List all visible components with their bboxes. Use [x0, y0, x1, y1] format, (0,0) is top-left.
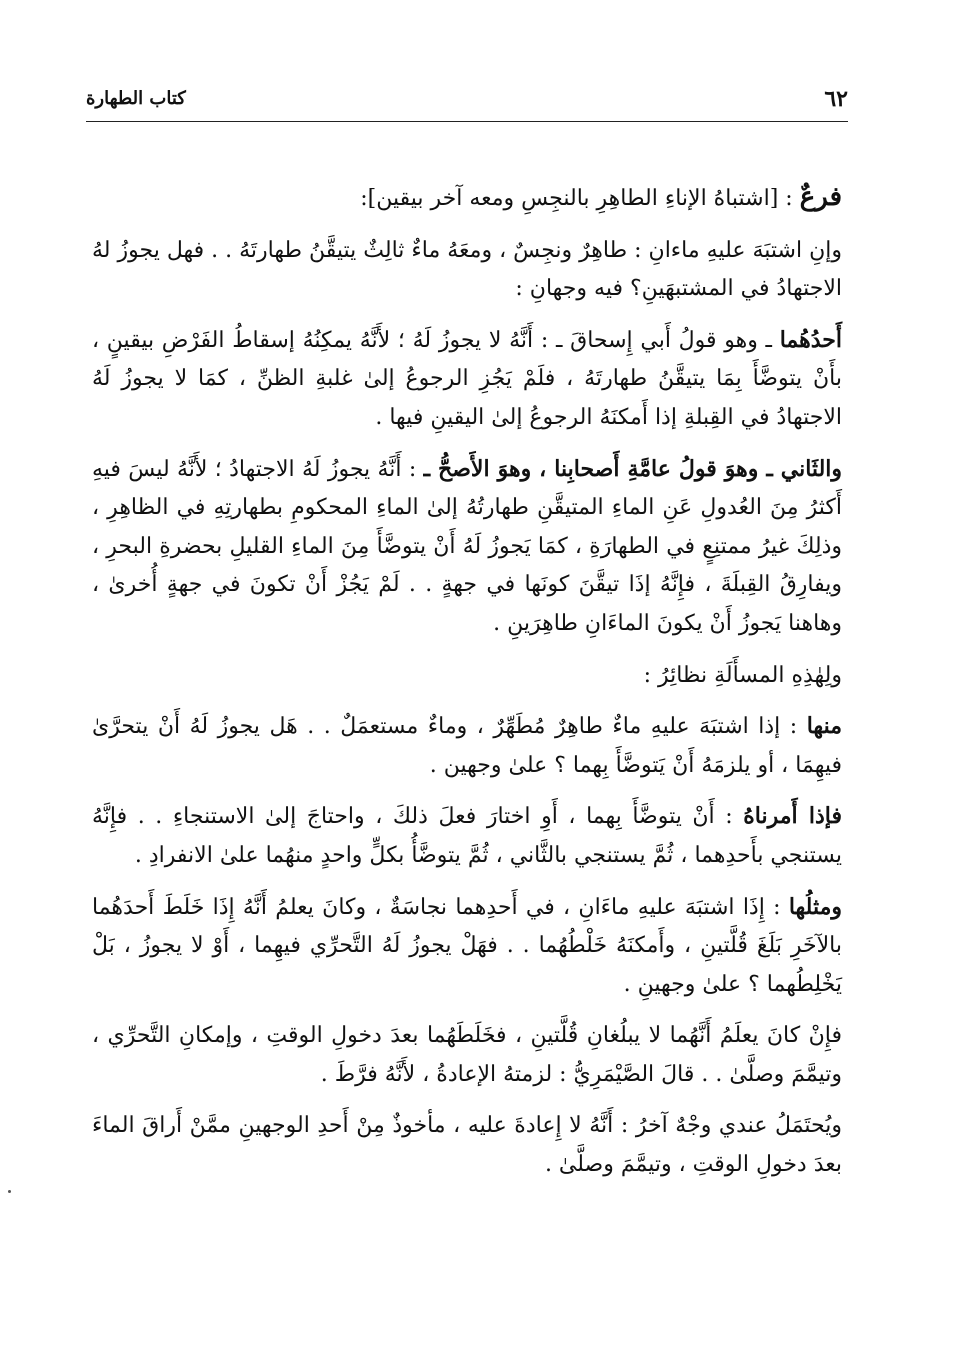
paragraph-text: ويُحتَمَلُ عندي وجْهٌ آخرُ : أَنَّهُ لا إِعادةَ عليه ، مأخوذٌ مِنْ أَحدِ الوجهينِ ممَّنْ أَراقَ الماءَ بعدَ دخولِ الوقتِ ، وتيمَّمَ وصلَّىٰ .	[92, 1113, 842, 1178]
header-rule	[86, 121, 848, 122]
section-heading	[92, 178, 842, 219]
page-number: ٦٢	[824, 86, 848, 112]
paragraph-lead: فإذا أَمرناهُ	[743, 803, 842, 830]
page-body	[92, 178, 842, 1197]
paragraph	[92, 656, 842, 696]
paragraph-text: : أَنْ يتوضَّأَ بِهما ، أَوِ اختارَ فعلَ ذلكَ ، واحتاجَ إلىٰ الاستنجاءِ . . فإِنَّهُ يستنجي بأَحدِهما ، ثُمَّ يستنجي بالثَّاني ، ثُمَّ يتوضَّأُ بكلٍّ واحدٍ منهُما علىٰ الانفرادِ .	[92, 804, 842, 868]
paragraph	[92, 450, 842, 644]
paragraph	[92, 231, 842, 309]
paragraph-lead: ومثلُها	[788, 893, 842, 920]
page-header	[86, 86, 848, 116]
paragraph	[92, 707, 842, 785]
paragraph-text: ولِهٰذِهِ المسأَلَةِ نظائِرُ :	[643, 662, 842, 688]
paragraph	[92, 1106, 842, 1184]
paragraph-lead: أَحدُهُما	[779, 326, 843, 353]
paragraph-text: : أَنَّهُ يجوزُ لَهُ الاجتهادُ ؛ لأَنَّهُ ليسَ فيهِ أَكثرُ مِنَ العُدولِ عَنِ الماءِ المتيقَّنِ طهارتُهُ إلىٰ الماءِ المحكومِ بطهارتِهِ في الظاهِرِ ، وذلِكَ غيرُ ممتنِعٍ في الطهارَةِ ، كمَا يَجوزُ لَهُ أَنْ يتوضَّأَ مِنَ الماءِ القليلِ بحضرةِ البحرِ ، ويفارِقُ القِبلَةَ ، فإِنَّهُ إذَا تيقَّنَ كونَها في جهةٍ . . لَمْ يَجُزْ أَنْ تكونَ في جهةٍ أُخرىٰ ، وهاهنا يَجوزُ أَنْ يكونَ الماءَانِ طاهِرَينِ .	[92, 456, 842, 636]
paragraph	[92, 797, 842, 875]
paragraph-text: ـ وهو قولُ أَبي إِسحاقَ ـ : أَنَّهُ لا يجوزُ لَهُ ؛ لأَنَّهُ يمكِنُهُ إسقاطُ الفَرْضِ بيقينٍ ، بأَنْ يتوضَّأَ بِمَا يتيقَّنُ طهارتَهُ ، فلَمْ يَجُزِ الرجوعُ إلىٰ غلبةِ الظنِّ ، كمَا لا يجوزُ لَهُ الاجتهادُ في القِبلةِ إذا أَمكنَهُ الرجوعُ إلىٰ اليقينِ فيها .	[92, 327, 842, 430]
paragraph-text: : إِذَا اشتبَهَ عليهِ ماءَانِ ، في أَحدِهما نجاسَةٌ ، وكانَ يعلمُ أَنَّهُ إِذَا خَلَطَ أَحدَهُما بالآخَرِ بَلَغَ قُلَّتينِ ، وأَمكنَهُ خَلْطُهُما . . فهَلْ يجوزُ لَهُ التَّحرِّي فيهِما ، أَوْ لا يجوزُ ، بَلْ يَخْلِطُهما ؟ علىٰ وجهينِ .	[92, 894, 842, 997]
paragraph-text: وإنِ اشتبَهَ عليهِ ماءانِ : طاهِرٌ ونجِسٌ ، ومعَهُ ماءٌ ثالِثٌ يتيقَّنُ طهارتَهُ . . فهل يجوزُ لهُ الاجتهادُ في المشتبهَينِ؟ فيه وجهانِ :	[92, 237, 842, 302]
paragraph	[92, 888, 842, 1005]
section-heading-title: : [اشتباهُ الإناءِ الطاهِرِ بالنجِسِ ومعه آخر بيقين]:	[360, 186, 800, 211]
scan-speck	[8, 1190, 11, 1193]
paragraph-text: فإِنْ كانَ يعلَمُ أَنَّهُما لا يبلُغانِ قُلَّتينِ ، فخَلَطَهُما بعدَ دخولِ الوقتِ ، وإمكانِ التَّحرِّي ، وتيمَّمَ وصلَّىٰ . . قالَ الصَّيْمَرِيُّ : لزمتهُ الإعادةُ ، لأَنَّهُ فرَّطَ .	[92, 1023, 842, 1087]
section-heading-word: فرعٌ	[799, 182, 842, 212]
running-title: كتاب الطهارة	[86, 88, 186, 109]
paragraph-lead: منها	[806, 713, 842, 740]
paragraph-lead: والثَاني ـ وهوَ قولُ عامَّةِ أَصحابِنا ، وهوَ الأَصحُّ ـ	[423, 455, 843, 482]
paragraph	[92, 1016, 842, 1094]
paragraph-text: : إذا اشتبَهَ عليهِ ماءٌ طاهِرٌ مُطَهِّرٌ ، وماءٌ مستعمَلٌ . . هَل يجوزُ لَهُ أَنْ يتحرَّىٰ فيهِمَا ، أو يلزمَهُ أَنْ يَتوضَّأَ بِهما ؟ علىٰ وجهين .	[92, 714, 842, 778]
paragraph	[92, 321, 842, 438]
